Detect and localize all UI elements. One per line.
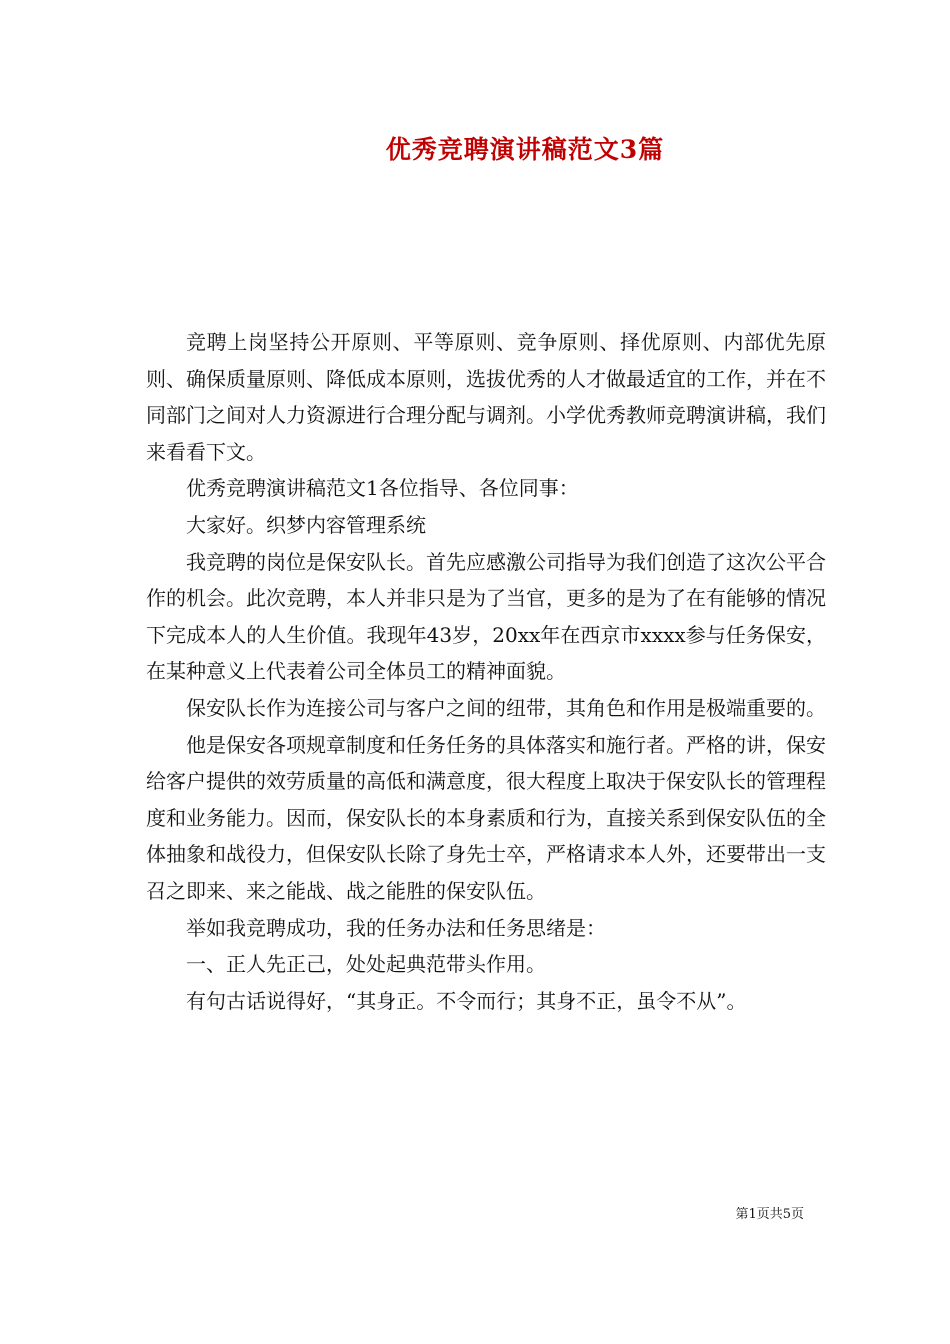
paragraph: 举如我竞聘成功，我的任务办法和任务思绪是： [186,915,606,940]
paragraph: 大家好。织梦内容管理系统 [186,512,426,537]
page-number-footer: 第1页共5页 [735,1207,804,1222]
document-title: 优秀竞聘演讲稿范文3篇 [385,135,665,164]
paragraph: 我竞聘的岗位是保安队长。首先应感激公司指导为我们创造了这次公平合作的机会。此次竞聘，本人并非只是为了当官，更多的是为了在有能够的情况下完成本人的人生价值。我现年43岁，20xx年在西京市xxxx参与任务保安，在某种意义上代表着公司全体员工的精神面貌。 [146,549,826,684]
paragraph: 有句古话说得好，“其身正。不令而行；其身不正，虽令不从”。 [186,988,747,1013]
paragraph: 保安队长作为连接公司与客户之间的纽带，其角色和作用是极端重要的。 [186,695,826,720]
paragraph: 一、正人先正己，处处起典范带头作用。 [186,952,546,977]
paragraph: 他是保安各项规章制度和任务任务的具体落实和施行者。严格的讲，保安给客户提供的效劳质量的高低和满意度，很大程度上取决于保安队长的管理程度和业务能力。因而，保安队长的本身素质和行为，直接关系到保安队伍的全体抽象和战役力，但保安队长除了身先士卒，严格请求本人外，还要带出一支召之即来、来之能战、战之能胜的保安队伍。 [146,732,826,903]
paragraph: 优秀竞聘演讲稿范文1各位指导、各位同事： [186,476,579,501]
paragraph: 竞聘上岗坚持公开原则、平等原则、竞争原则、择优原则、内部优先原则、确保质量原则、降低成本原则，选拔优秀的人才做最适宜的工作，并在不同部门之间对人力资源进行合理分配与调剂。小学优秀教师竞聘演讲稿，我们来看看下文。 [146,330,826,464]
document-body [146,324,826,1019]
